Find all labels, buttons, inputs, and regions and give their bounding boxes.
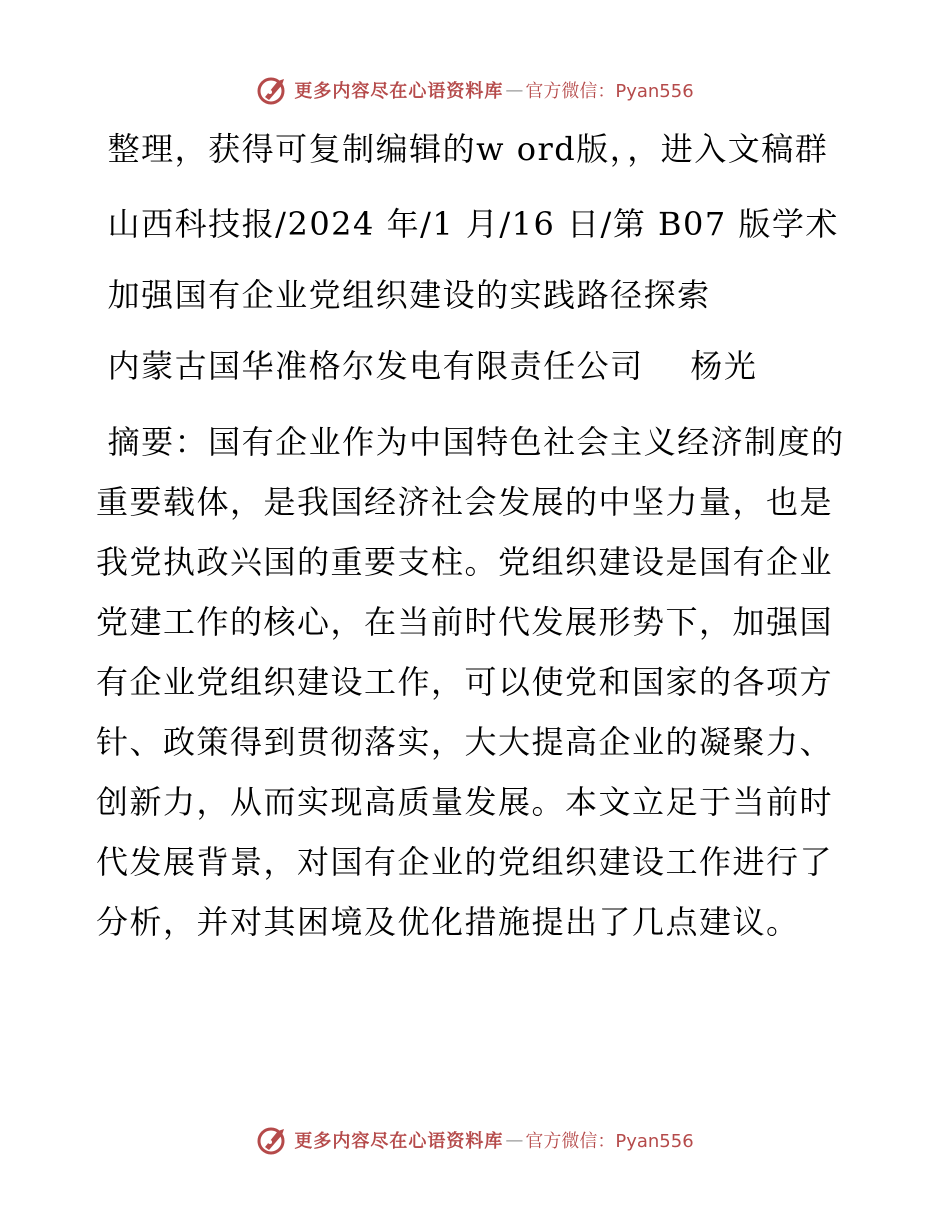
watermark-separator: — [505,1129,524,1151]
document-body [96,120,856,952]
intro-paragraph: 整理，获得可复制编辑的w ord版，，进入文稿群 [96,130,829,168]
source-line: 山西科技报/2024 年/1 月/16 日/第 B07 版学术 [96,205,839,243]
pen-nib-logo-icon [256,1123,290,1157]
watermark-footer [0,1120,950,1160]
watermark-contact: 官方微信：Pyan556 [525,81,694,102]
article-title: 加强国有企业党组织建设的实践路径探索 [96,276,711,314]
abstract-paragraph: 摘要：国有企业作为中国特色社会主义经济制度的重要载体，是我国经济社会发展的中坚力量，也是我党执政兴国的重要支柱。党组织建设是国有企业党建工作的核心，在当前时代发展形势下，加强国有企业党组织建设工作，可以使党和国家的各项方针、政策得到贯彻落实，大大提高企业的凝聚力、创新力，从而实现高质量发展。本文立足于当前时代发展背景，对国有企业的党组织建设工作进行了分析，并对其困境及优化措施提出了几点建议。 [96,423,845,941]
watermark-text: 更多内容尽在心语资料库 [294,81,504,102]
watermark-text: 更多内容尽在心语资料库 [294,1131,504,1152]
watermark-contact: 官方微信：Pyan556 [525,1131,694,1152]
watermark-header [0,70,950,110]
pen-nib-logo-icon [256,73,290,107]
watermark-separator: — [505,79,524,101]
author-line: 内蒙古国华准格尔发电有限责任公司 杨光 [96,347,758,385]
